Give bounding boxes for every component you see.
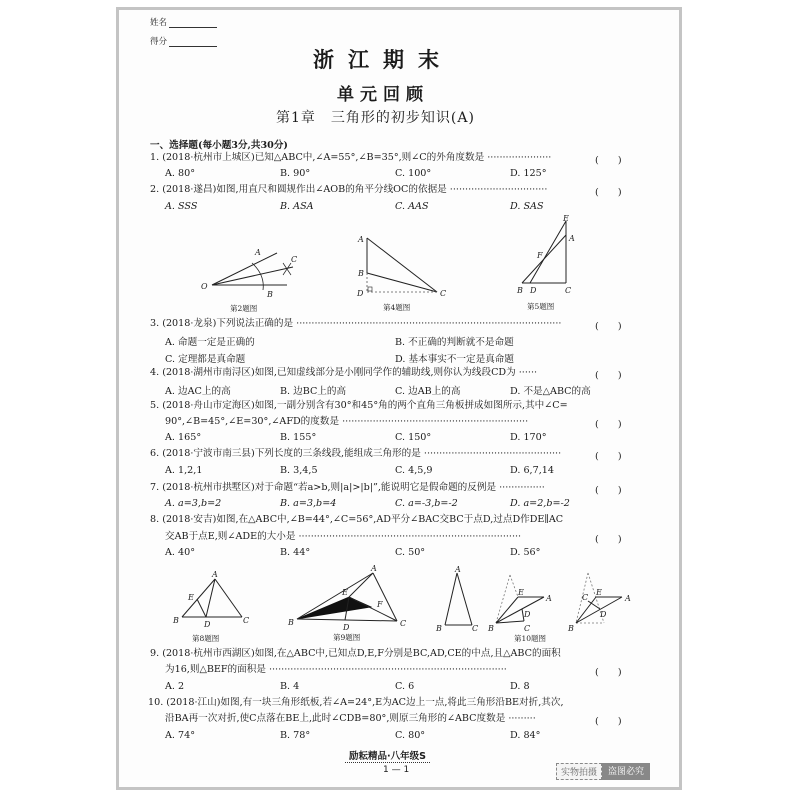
question-8: 8. (2018·安吉)如图,在△ABC中,∠B=44°,∠C=56°,AD平分∠BAC交BC于点D,过点D作DE∥AC — [150, 514, 564, 525]
option-b: B. 90° — [280, 168, 311, 179]
svg-text:E: E — [596, 588, 602, 597]
svg-text:B: B — [488, 624, 494, 633]
option-a: A. SSS — [165, 201, 198, 212]
svg-text:E: E — [342, 588, 348, 597]
answer-blank-5: ( ) — [595, 419, 622, 430]
option-b: B. 78° — [280, 730, 311, 741]
answer-blank-4: ( ) — [595, 370, 622, 381]
answer-blank-7: ( ) — [595, 485, 622, 496]
svg-text:B: B — [358, 269, 364, 278]
option-a: A. a=3,b=2 — [165, 498, 222, 509]
question-9: 9. (2018·杭州市西湖区)如图,在△ABC中,已知点D,E,F分别是BC,AD,CE的中点,且△ABC的面积 — [150, 648, 561, 659]
answer-blank-8: ( ) — [595, 534, 622, 545]
option-a: A. 80° — [165, 168, 196, 179]
option-c: C. 100° — [395, 168, 432, 179]
question-10-cont: 沿BA再一次对折,使C点落在BE上,此时∠CDB=80°,则原三角形的∠ABC度数是 ········· — [165, 713, 536, 724]
figure-9-caption: 第9题图 — [333, 633, 361, 642]
option-c: C. a=-3,b=-2 — [395, 498, 458, 509]
chapter-title: 第1章 三角形的初步知识(A) — [276, 110, 475, 126]
option-c: C. 80° — [395, 730, 426, 741]
option-a: A. 2 — [165, 681, 185, 692]
footer-brand: 励耘精品·八年级S — [345, 748, 430, 763]
svg-text:C: C — [291, 255, 298, 264]
svg-text:C: C — [472, 624, 479, 633]
answer-blank-3: ( ) — [595, 321, 622, 332]
figure-2-caption: 第2题图 — [230, 304, 258, 313]
svg-text:C: C — [524, 624, 531, 633]
question-10: 10. (2018·江山)如图,有一块三角形纸板,若∠A=24°,E为AC边上一点,将此三角形沿BE对折,其次, — [148, 697, 564, 708]
answer-blank-9: ( ) — [595, 667, 622, 678]
question-3: 3. (2018·龙泉)下列说法正确的是 ······················································································· — [150, 318, 562, 329]
svg-text:O: O — [201, 282, 208, 291]
option-a: A. 165° — [165, 432, 202, 443]
svg-text:C: C — [582, 593, 589, 602]
svg-text:C: C — [243, 616, 250, 625]
section-title: 一、选择题(每小题3分,共30分) — [150, 140, 288, 151]
option-b: B. a=3,b=4 — [280, 498, 337, 509]
svg-text:A: A — [255, 248, 261, 257]
answer-blank-10: ( ) — [595, 716, 622, 727]
svg-text:B: B — [288, 618, 294, 627]
option-a: A. 命题一定是正确的 — [165, 337, 255, 348]
option-c: C. 边AB上的高 — [395, 386, 461, 397]
svg-text:D: D — [357, 289, 364, 298]
score-field — [150, 35, 217, 47]
question-8-cont: 交AB于点E,则∠ADE的大小是 ········································································· — [165, 531, 522, 542]
option-d: D. 8 — [510, 681, 530, 692]
option-d: D. 6,7,14 — [510, 465, 554, 476]
figure-8-caption: 第8题图 — [192, 634, 220, 643]
svg-text:D: D — [600, 610, 607, 619]
option-c: C. AAS — [395, 201, 429, 212]
svg-text:E: E — [188, 593, 194, 602]
option-b: B. 44° — [280, 547, 311, 558]
figure-5-caption: 第5题图 — [527, 302, 555, 311]
question-6: 6. (2018·宁波市南三县)下列长度的三条线段,能组成三角形的是 ············································· — [150, 448, 562, 459]
svg-text:B: B — [517, 286, 523, 295]
option-c: C. 150° — [395, 432, 432, 443]
option-c: C. 50° — [395, 547, 426, 558]
question-5-cont: 90°,∠B=45°,∠E=30°,∠AFD的度数是 ····························································· — [165, 416, 529, 427]
option-a: A. 边AC上的高 — [165, 386, 231, 397]
svg-text:B: B — [568, 624, 574, 633]
svg-text:C: C — [400, 619, 407, 628]
stamp-right: 盗图必究 — [602, 763, 650, 780]
name-field — [150, 16, 217, 28]
watermark-stamp — [556, 763, 650, 780]
option-b: B. ASA — [280, 201, 314, 212]
svg-text:D: D — [524, 610, 531, 619]
figure-5 — [510, 213, 590, 315]
option-b: B. 4 — [280, 681, 300, 692]
svg-text:B: B — [436, 624, 442, 633]
option-a: A. 74° — [165, 730, 196, 741]
svg-text:A: A — [455, 565, 461, 574]
option-d: D. a=2,b=-2 — [510, 498, 570, 509]
page-subtitle: 单元回顾 — [337, 85, 429, 105]
stamp-left: 实物拍摄 — [556, 763, 602, 780]
svg-text:A: A — [546, 594, 552, 603]
name-label: 姓名 — [150, 18, 168, 28]
option-b: B. 边BC上的高 — [280, 386, 347, 397]
question-9-cont: 为16,则△BEF的面积是 ·············································································· — [165, 664, 507, 675]
svg-text:A: A — [212, 570, 218, 579]
option-d: D. 170° — [510, 432, 547, 443]
svg-text:E: E — [563, 214, 569, 223]
figure-9 — [285, 563, 415, 645]
figure-10-caption: 第10题图 — [514, 634, 547, 643]
name-blank — [169, 18, 217, 28]
option-c: C. 4,5,9 — [395, 465, 433, 476]
question-2: 2. (2018·遂昌)如图,用直尺和圆规作出∠AOB的角平分线OC的依据是 ································ — [150, 184, 548, 195]
option-b: B. 3,4,5 — [280, 465, 318, 476]
option-d: D. SAS — [510, 201, 544, 212]
option-d: D. 基本事实不一定是真命题 — [395, 354, 514, 365]
option-d: D. 84° — [510, 730, 541, 741]
svg-text:D: D — [530, 286, 537, 295]
svg-text:D: D — [343, 623, 350, 632]
svg-text:A: A — [625, 594, 631, 603]
question-5: 5. (2018·舟山市定海区)如图,一副分别含有30°和45°角的两个直角三角板拼成如图所示,其中∠C= — [150, 400, 568, 411]
page-title: 浙江期末 — [313, 47, 453, 72]
option-d: D. 不是△ABC的高 — [510, 386, 591, 397]
svg-text:A: A — [371, 564, 377, 573]
svg-text:F: F — [377, 600, 383, 609]
svg-text:C: C — [565, 286, 572, 295]
page-number: 1 — 1 — [383, 765, 410, 775]
figure-4-caption: 第4题图 — [383, 303, 411, 312]
figure-10 — [430, 563, 640, 645]
svg-text:A: A — [569, 234, 575, 243]
answer-blank-2: ( ) — [595, 187, 622, 198]
svg-text:B: B — [267, 290, 273, 299]
answer-blank-1: ( ) — [595, 155, 622, 166]
svg-text:D: D — [204, 620, 211, 629]
figure-8 — [170, 565, 280, 645]
question-1: 1. (2018·杭州市上城区)已知△ABC中,∠A=55°,∠B=35°,则∠C的外角度数是 ····················· — [150, 152, 552, 163]
svg-text:A: A — [358, 235, 364, 244]
svg-text:E: E — [518, 588, 524, 597]
svg-text:B: B — [173, 616, 179, 625]
option-c: C. 定理都是真命题 — [165, 354, 246, 365]
option-b: B. 不正确的判断就不是命题 — [395, 337, 514, 348]
option-a: A. 40° — [165, 547, 196, 558]
svg-text:F: F — [537, 251, 543, 260]
svg-text:C: C — [440, 289, 447, 298]
question-7: 7. (2018·杭州市拱墅区)对于命题“若a>b,则|a|>|b|”,能说明它是假命题的反例是 ··············· — [150, 482, 545, 493]
answer-blank-6: ( ) — [595, 451, 622, 462]
option-a: A. 1,2,1 — [165, 465, 203, 476]
option-d: D. 125° — [510, 168, 547, 179]
option-d: D. 56° — [510, 547, 541, 558]
score-blank — [169, 37, 217, 47]
figure-4 — [355, 230, 465, 315]
option-b: B. 155° — [280, 432, 317, 443]
score-label: 得分 — [150, 37, 168, 47]
option-c: C. 6 — [395, 681, 415, 692]
question-4: 4. (2018·湖州市南浔区)如图,已知虚线部分是小刚同学作的辅助线,则你认为线段CD为 ······ — [150, 367, 538, 378]
figure-2 — [195, 235, 305, 315]
